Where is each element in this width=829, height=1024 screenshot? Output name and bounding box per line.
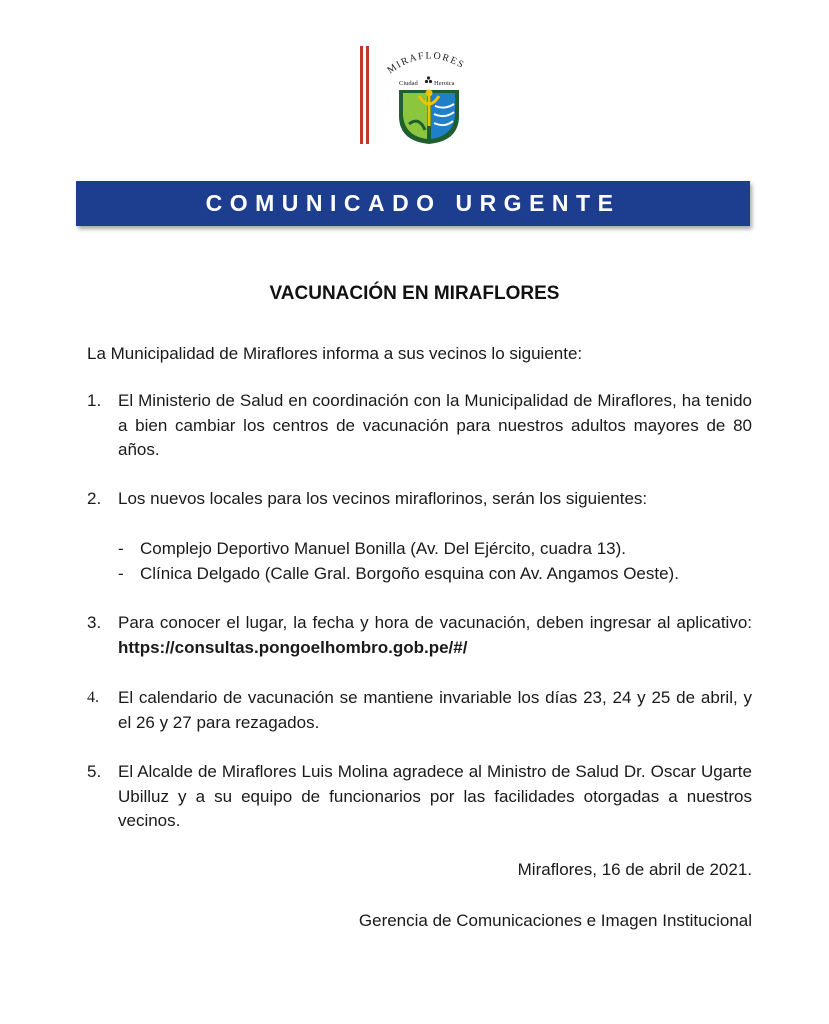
list-item-text: Los nuevos locales para los vecinos miraflorinos, serán los siguientes:: [118, 489, 648, 508]
list-item-text-body: Para conocer el lugar, la fecha y hora de vacunación, deben ingresar al aplicativo:: [118, 613, 752, 632]
list-item-number: 4.: [87, 689, 99, 706]
list-item-1: [87, 389, 752, 463]
app-url-link[interactable]: https://consultas.pongoelhombro.gob.pe/#/: [118, 637, 468, 657]
list-item-number: 1.: [87, 391, 102, 410]
list-item-text: El Alcalde de Miraflores Luis Molina agradece al Ministro de Salud Dr. Oscar Ugarte Ubilluz y a su equipo de funcionarios por las facilidades otorgadas a nuestros vecinos.: [118, 762, 752, 830]
document-title: VACUNACIÓN EN MIRAFLORES: [269, 283, 560, 304]
list-item-number: 2.: [87, 489, 102, 508]
list-item-5: [87, 760, 752, 834]
sublist-text: Clínica Delgado (Calle Gral. Borgoño esquina con Av. Angamos Oeste).: [140, 564, 679, 583]
list-item-4: [87, 686, 752, 735]
intro-paragraph: La Municipalidad de Miraflores informa a sus vecinos lo siguiente:: [87, 344, 583, 363]
list-item-text: El Ministerio de Salud en coordinación con la Municipalidad de Miraflores, ha tenido a bien cambiar los centros de vacunación para nuestros adultos mayores de 80 años.: [118, 391, 752, 459]
list-item-2: [87, 487, 752, 512]
logo-motto-left: Ciudad: [399, 80, 418, 87]
banner-title: COMUNICADO URGENTE: [205, 190, 621, 216]
document-date: Miraflores, 16 de abril de 2021.: [517, 860, 752, 879]
sublist-dash: -: [118, 564, 124, 583]
sublist-item-1: [118, 537, 626, 561]
miraflores-logo: [355, 46, 480, 146]
comunicado-banner: [76, 181, 750, 226]
list-item-text: El calendario de vacunación se mantiene invariable los días 23, 24 y 25 de abril, y el 26 y 27 para rezagados.: [118, 688, 752, 732]
sublist-item-2: [118, 562, 679, 586]
logo-red-bar-2: [366, 46, 369, 144]
logo-red-bar-1: [360, 46, 363, 144]
list-item-3: [87, 611, 752, 660]
document-signature: Gerencia de Comunicaciones e Imagen Institucional: [358, 911, 752, 930]
sublist-dash: -: [118, 539, 124, 558]
list-item-number: 5.: [87, 762, 102, 781]
list-item-text: [118, 611, 752, 660]
logo-shield-icon: [399, 90, 459, 145]
sublist-text: Complejo Deportivo Manuel Bonilla (Av. Del Ejército, cuadra 13).: [140, 539, 626, 558]
logo-arc-text: MIRAFLORES: [385, 50, 467, 77]
list-item-number: 3.: [87, 613, 102, 632]
logo-motto-right: Heroica: [434, 80, 455, 87]
